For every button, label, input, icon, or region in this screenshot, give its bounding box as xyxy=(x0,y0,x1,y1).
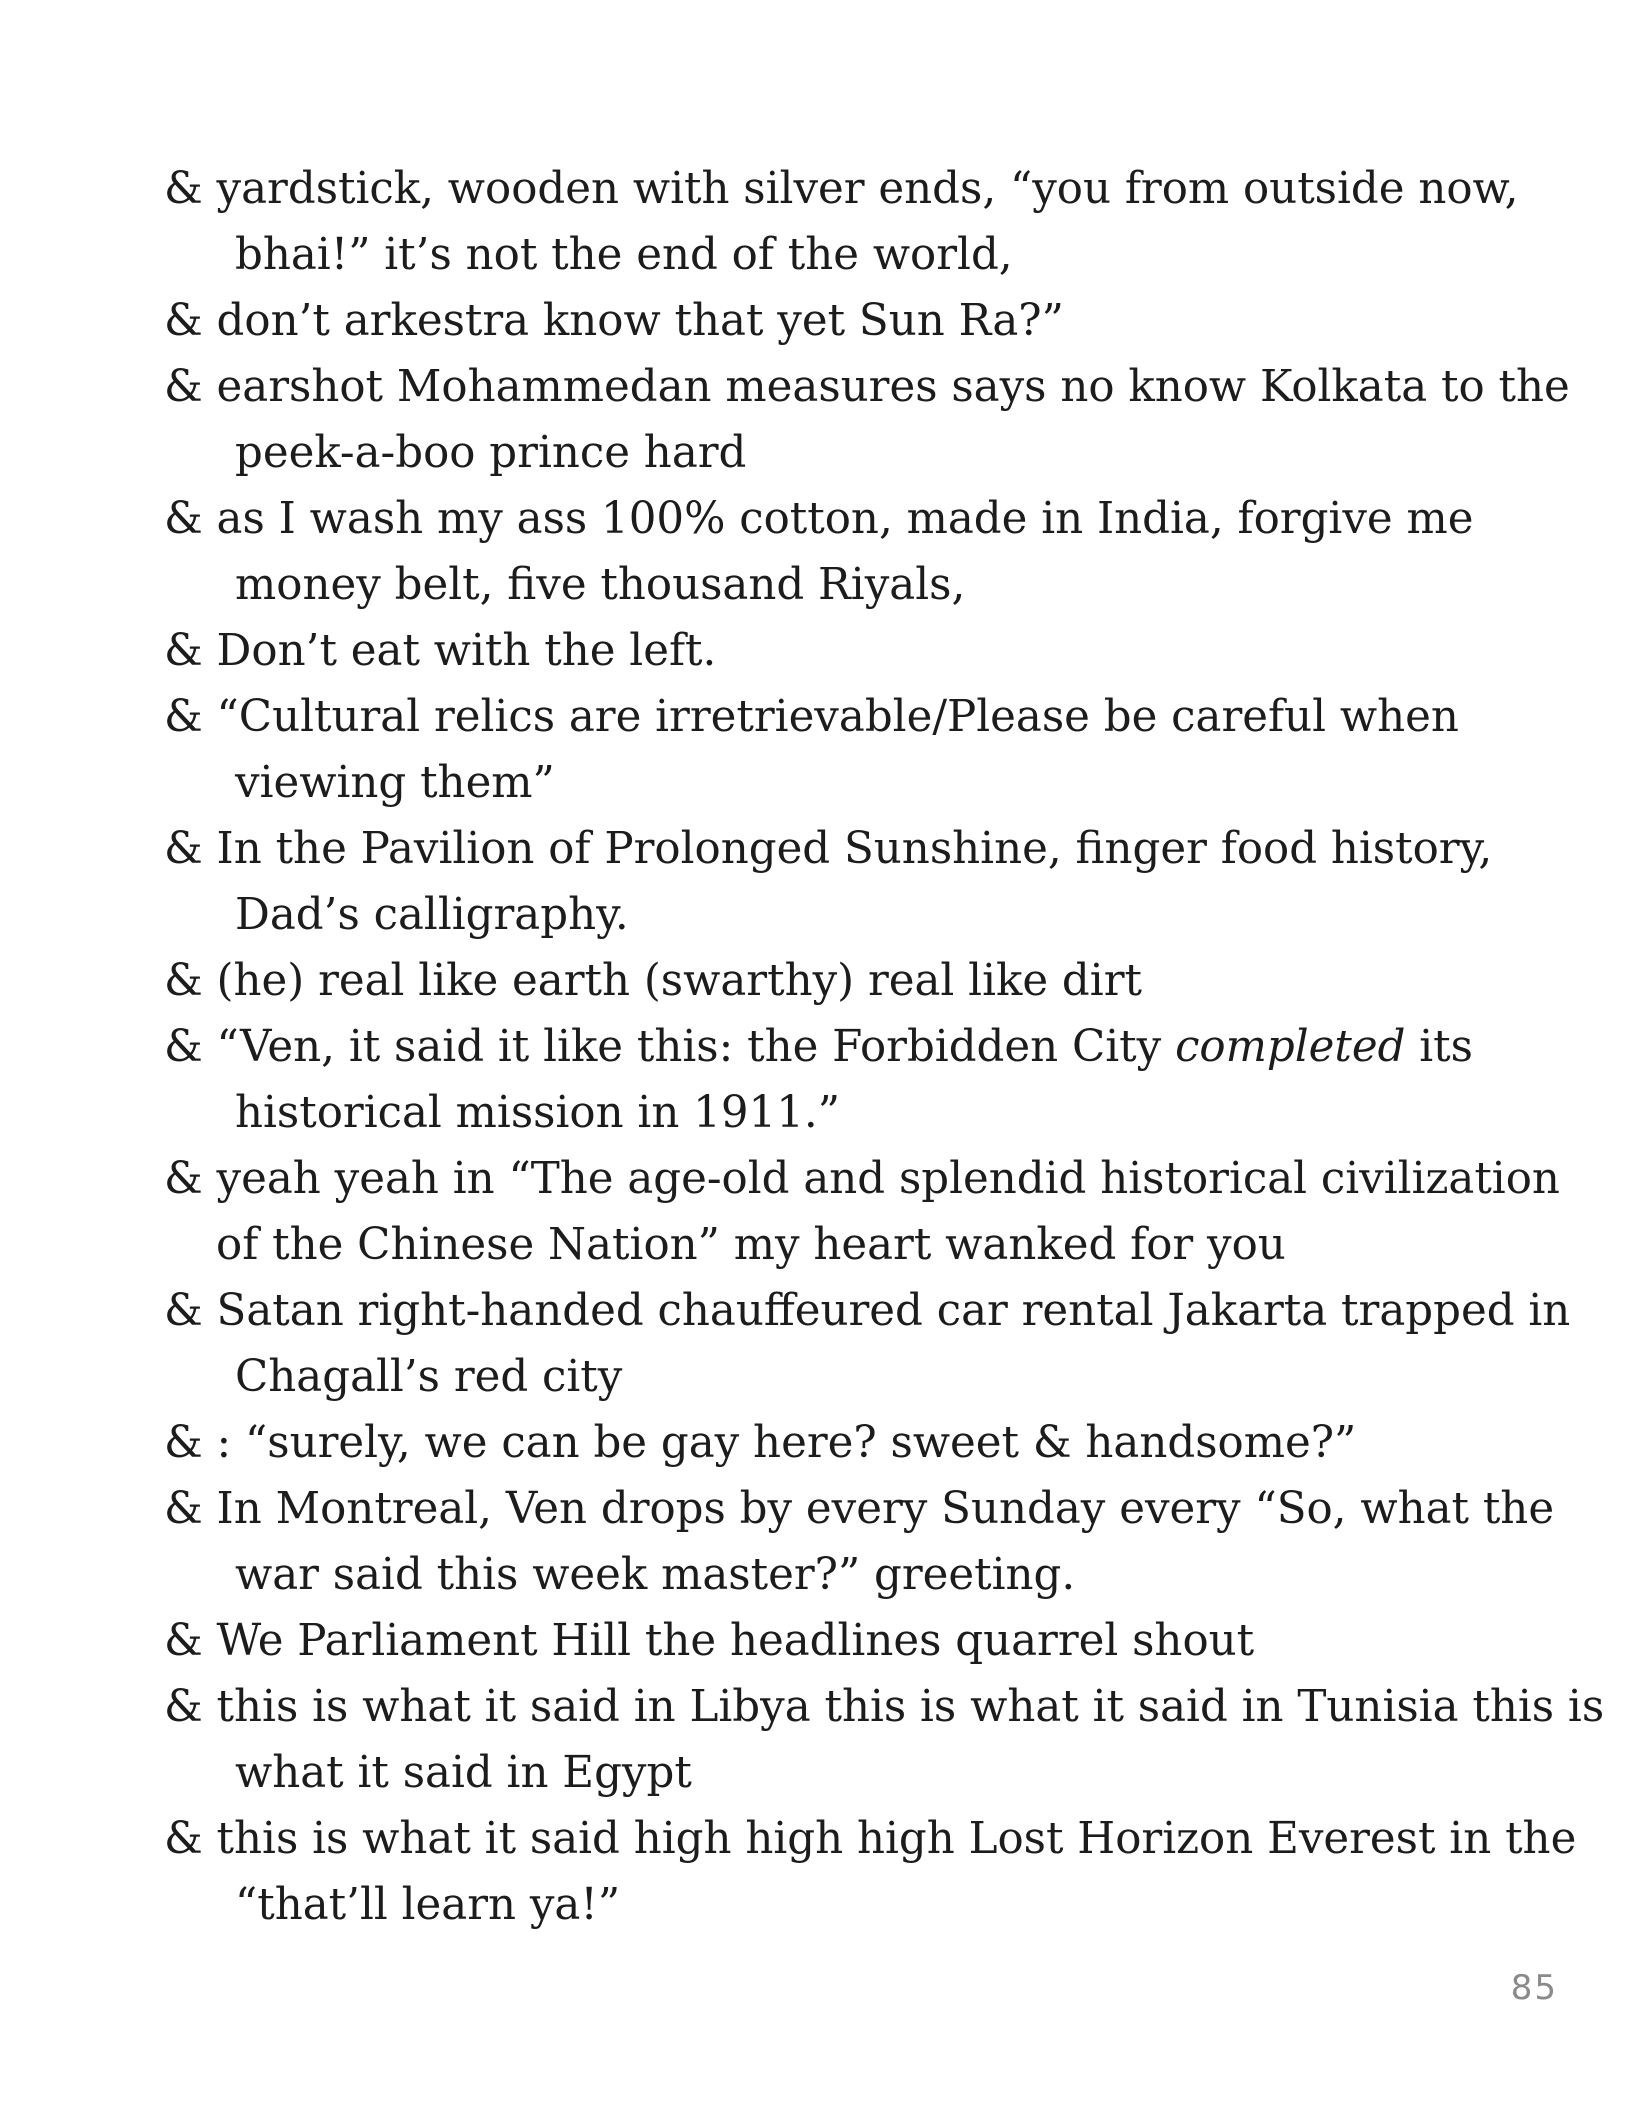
poem-line: & “Cultural relics are irretrievable/Please be careful when xyxy=(164,692,1459,742)
poem-line: & (he) real like earth (swarthy) real like dirt xyxy=(164,956,1142,1006)
poem-line: & this is what it said in Libya this is what it said in Tunisia this is xyxy=(164,1682,1605,1732)
poem-line: historical mission in 1911.” xyxy=(235,1088,840,1138)
poem-body xyxy=(164,156,1605,1938)
poem-line: & don’t arkestra know that yet Sun Ra?” xyxy=(164,296,1064,346)
poem-line: & this is what it said high high high Lost Horizon Everest in the xyxy=(164,1814,1577,1864)
poem-line: & yeah yeah in “The age-old and splendid historical civilization xyxy=(164,1154,1560,1204)
poem-text-segment: its xyxy=(1405,1022,1473,1072)
poem-line: Dad’s calligraphy. xyxy=(235,890,629,940)
poem-line: & as I wash my ass 100% cotton, made in India, forgive me xyxy=(164,494,1474,544)
poem-line: what it said in Egypt xyxy=(235,1748,692,1798)
poem-line: peek-a-boo prince hard xyxy=(235,428,747,478)
poem-line: & Don’t eat with the left. xyxy=(164,626,717,676)
poem-line: money belt, five thousand Riyals, xyxy=(235,560,966,610)
poem-line: “that’ll learn ya!” xyxy=(235,1880,621,1930)
poem-line: & : “surely, we can be gay here? sweet & handsome?” xyxy=(164,1418,1357,1468)
poem-line: & In Montreal, Ven drops by every Sunday every “So, what the xyxy=(164,1484,1555,1534)
poem-text-segment: & “Ven, it said it like this: the Forbidden City xyxy=(164,1022,1176,1072)
poem-line: Chagall’s red city xyxy=(235,1352,623,1402)
poem-italic-word: completed xyxy=(1175,1022,1406,1072)
poem-line: bhai!” it’s not the end of the world, xyxy=(235,230,1013,280)
poem-line: & earshot Mohammedan measures says no know Kolkata to the xyxy=(164,362,1570,412)
poem-line: war said this week master?” greeting. xyxy=(235,1550,1076,1600)
poem-line: of the Chinese Nation” my heart wanked for you xyxy=(216,1220,1286,1270)
poem-line: & We Parliament Hill the headlines quarrel shout xyxy=(164,1616,1255,1666)
page-number: 85 xyxy=(1510,1968,1558,2008)
poem-line xyxy=(164,1014,1524,1080)
poem-line: & In the Pavilion of Prolonged Sunshine, finger food history, xyxy=(164,824,1493,874)
poem-line: & Satan right-handed chauffeured car rental Jakarta trapped in xyxy=(164,1286,1571,1336)
poem-line: viewing them” xyxy=(235,758,555,808)
poem-line: & yardstick, wooden with silver ends, “you from outside now, xyxy=(164,164,1519,214)
